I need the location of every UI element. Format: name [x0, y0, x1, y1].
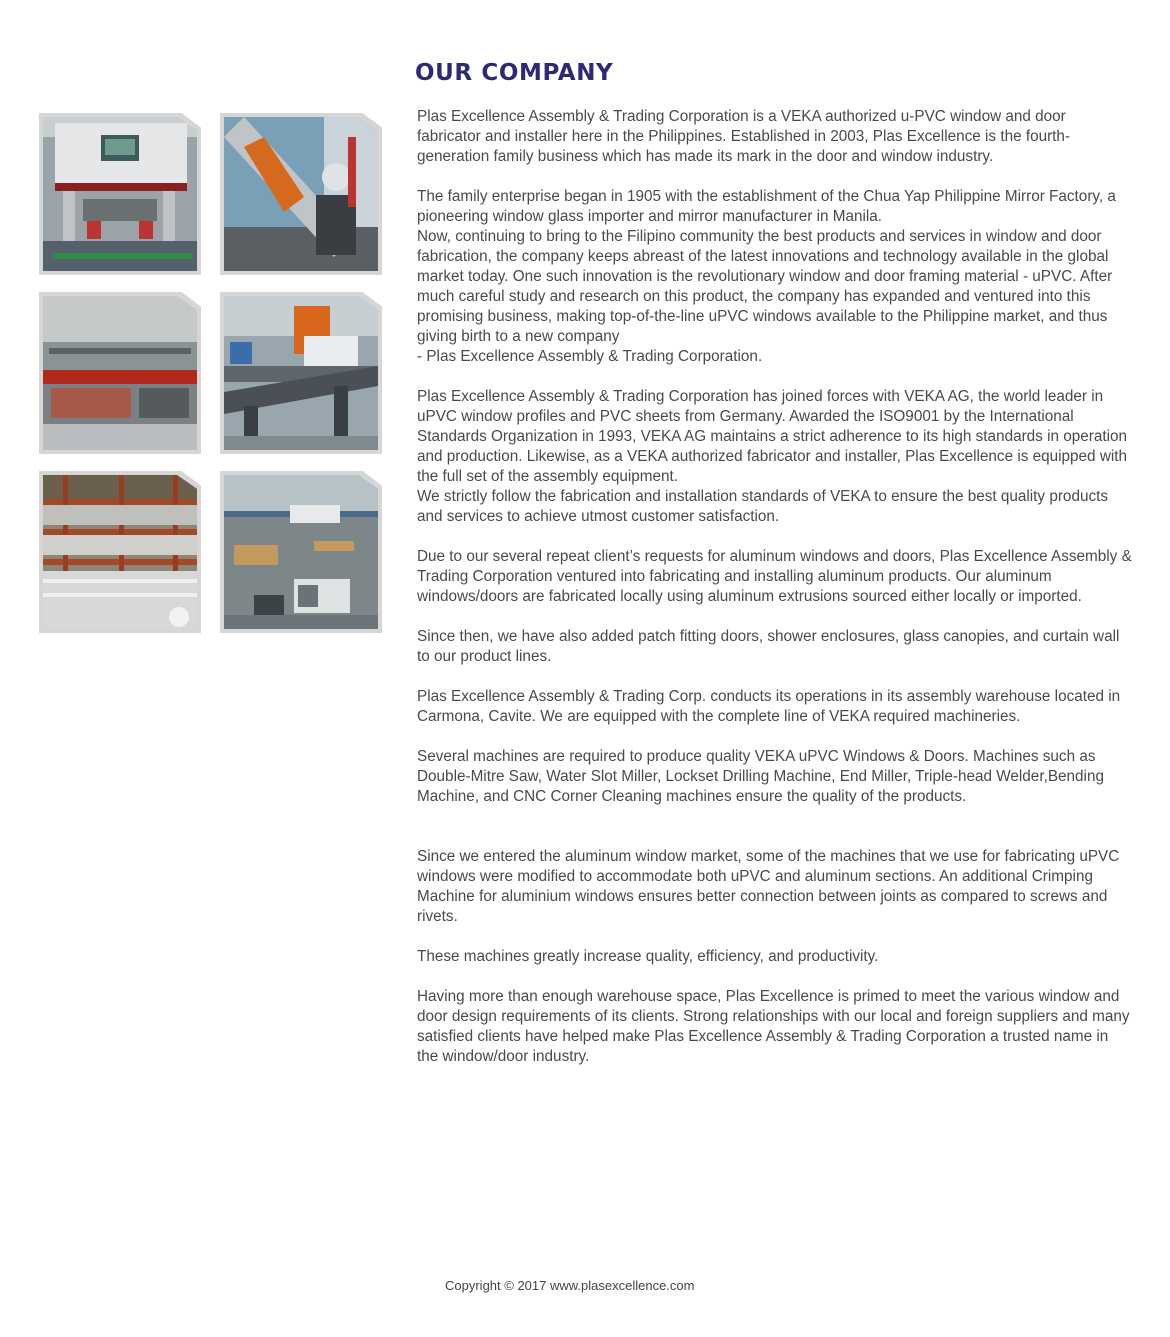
machine-photo-welder	[39, 113, 201, 275]
paragraph-veka-partnership: Plas Excellence Assembly & Trading Corporation has joined forces with VEKA AG, the world leader in uPVC window profiles and PVC sheets from Germany. Awarded the ISO9001 by the International Standards Organization in 1993, VEKA AG maintains a strict adherence to its high standards in operation and production. Likewise, as a VEKA authorized fabricator and installer, Plas Excellence is equipped with the full set of the assembly equipment. We strictly follow the fabrication and installation standards of VEKA to ensure the best quality products and services to achieve utmost customer satisfaction.	[417, 388, 1128, 525]
machine-photo-bench	[39, 292, 201, 454]
paragraph-productivity: These machines greatly increase quality, efficiency, and productivity.	[417, 948, 879, 965]
company-description	[417, 107, 1132, 1067]
paragraph-history: The family enterprise began in 1905 with the establishment of the Chua Yap Philippine Mirror Factory, a pioneering window glass importer and mirror manufacturer in Manila. Now, continuing to bring to the Filipino community the best products and services in window and door fabrication, the company keeps abreast of the latest innovations and technology available in the global market today. One such innovation is the revolutionary window and door framing material - uPVC. After much careful study and research on this product, the company has expanded and ventured into this promising business, making top-of-the-line uPVC windows available to the Philippine market, and thus giving birth to a new company - Plas Excellence Assembly & Trading Corporation.	[417, 188, 1116, 365]
machine-photo-mitre-saw	[220, 292, 382, 454]
paragraph-aluminum-machines: Since we entered the aluminum window market, some of the machines that we use for fabricating uPVC windows were modified to accommodate both uPVC and aluminum sections. An additional Crimping Machine for aluminium windows ensures better connection between joints as compared to screws and rivets.	[417, 848, 1120, 925]
paragraph-product-lines: Since then, we have also added patch fitting doors, shower enclosures, glass canopies, and curtain wall to our product lines.	[417, 628, 1120, 665]
machine-photo-saw-arm	[220, 113, 382, 275]
paragraph-machines: Several machines are required to produce quality VEKA uPVC Windows & Doors. Machines such as Double-Mitre Saw, Water Slot Miller, Lockset Drilling Machine, End Miller, Triple-head Welder,Bending Machine, and CNC Corner Cleaning machines ensure the quality of the products.	[417, 748, 1104, 805]
paragraph-operations: Plas Excellence Assembly & Trading Corp. conducts its operations in its assembly warehouse located in Carmona, Cavite. We are equipped with the complete line of VEKA required machineries.	[417, 688, 1121, 725]
warehouse-photo-floor	[220, 471, 382, 633]
copyright-footer: Copyright © 2017 www.plasexcellence.com	[445, 1278, 695, 1293]
paragraph-warehouse: Having more than enough warehouse space, Plas Excellence is primed to meet the various window and door design requirements of its clients. Strong relationships with our local and foreign suppliers and many satisfied clients have helped make Plas Excellence Assembly & Trading Corporation a trusted name in the window/door industry.	[417, 988, 1130, 1065]
paragraph-aluminum: Due to our several repeat client’s requests for aluminum windows and doors, Plas Excellence Assembly & Trading Corporation ventured into fabricating and installing aluminum products. Our aluminum windows/doors are fabricated locally using aluminum extrusions sourced either locally or imported.	[417, 548, 1132, 605]
paragraph-intro: Plas Excellence Assembly & Trading Corporation is a VEKA authorized u-PVC window and door fabricator and installer here in the Philippines. Established in 2003, Plas Excellence is the fourth-generation family business which has made its mark in the door and window industry.	[417, 108, 1071, 165]
warehouse-photo-racks	[39, 471, 201, 633]
page-title: OUR COMPANY	[415, 60, 614, 86]
photo-gallery	[0, 0, 400, 700]
